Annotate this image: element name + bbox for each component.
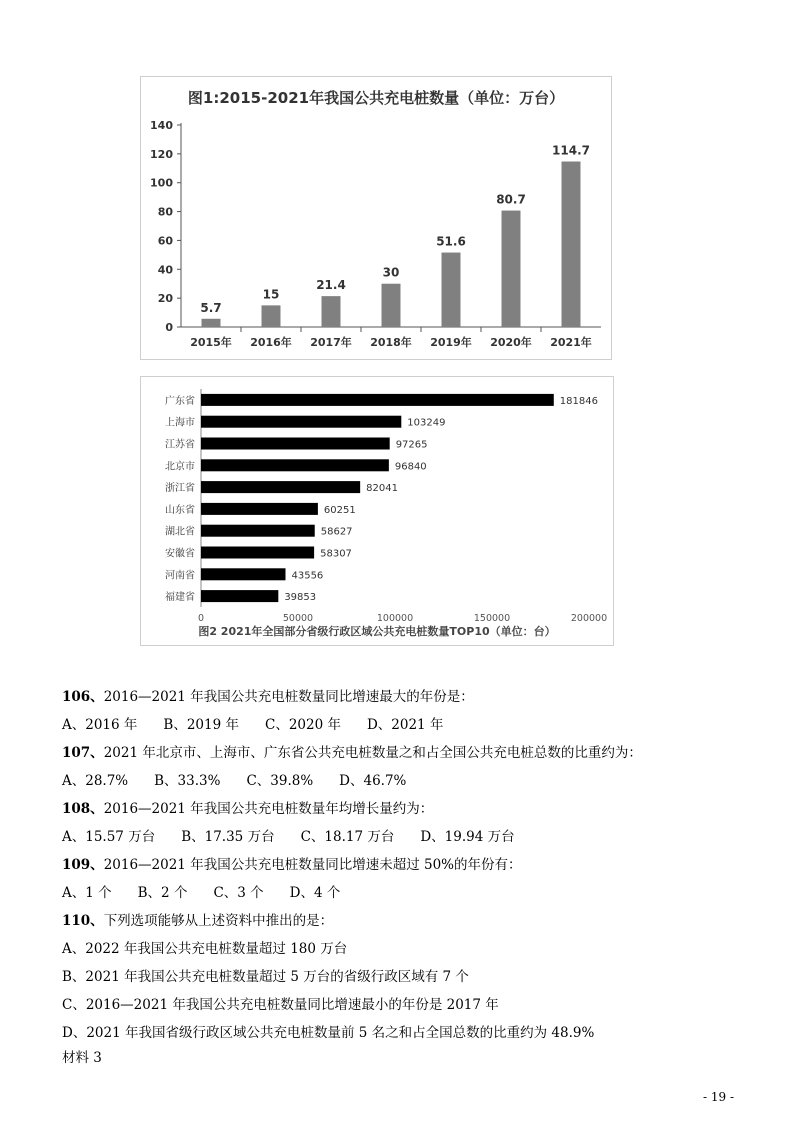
- chart-2-plot: [141, 377, 613, 645]
- x-tick-label: 2015年: [190, 336, 232, 349]
- bar: [201, 416, 401, 428]
- option: A、2016 年: [62, 717, 138, 733]
- option: B、2 个: [137, 885, 188, 901]
- bar: [201, 438, 390, 450]
- data-label: 15: [262, 287, 280, 302]
- option: A、28.7%: [62, 773, 129, 789]
- option: C、3 个: [213, 885, 264, 901]
- question-list: [62, 683, 762, 1047]
- question-110: [62, 907, 762, 935]
- y-tick-label: 60: [157, 234, 173, 248]
- y-tick-label: 80: [157, 205, 173, 219]
- option: B、2021 年我国公共充电桩数量超过 5 万台的省级行政区域有 7 个: [62, 969, 469, 985]
- data-label: 114.7: [552, 143, 590, 158]
- option: B、2019 年: [163, 717, 239, 733]
- x-tick-label: 2016年: [250, 336, 292, 349]
- option: C、39.8%: [246, 773, 314, 789]
- question-stem: 2016—2021 年我国公共充电桩数量同比增速未超过 50%的年份有：: [103, 857, 522, 873]
- question-number: 110、: [62, 913, 104, 929]
- y-tick-label: 120: [150, 147, 173, 161]
- question-stem: 下列选项能够从上述资料中推出的是：: [103, 913, 334, 929]
- option: D、19.94 万台: [420, 829, 515, 845]
- data-label: 82041: [366, 483, 398, 495]
- y-tick-label: 0: [165, 321, 173, 334]
- bar: [201, 503, 318, 515]
- option: C、18.17 万台: [300, 829, 395, 845]
- y-tick-label: 福建省: [165, 592, 195, 604]
- question-108: [62, 795, 762, 823]
- x-tick-label: 150000: [473, 613, 511, 624]
- bar: [201, 547, 314, 559]
- x-tick-label: 2020年: [490, 336, 532, 349]
- bar: [442, 253, 461, 327]
- question-number: 107、: [62, 745, 104, 761]
- y-tick-label: 江苏省: [165, 439, 195, 451]
- x-tick-label: 2017年: [310, 336, 352, 349]
- option: C、2016—2021 年我国公共充电桩数量同比增速最小的年份是 2017 年: [62, 997, 499, 1013]
- option: B、33.3%: [154, 773, 221, 789]
- bar: [502, 211, 521, 327]
- bar: [201, 394, 554, 406]
- y-tick-label: 山东省: [165, 504, 195, 516]
- options-106: [62, 711, 762, 739]
- question-stem: 2021 年北京市、上海市、广东省公共充电桩数量之和占全国公共充电桩总数的比重约为：: [103, 745, 642, 761]
- y-tick-label: 20: [157, 292, 173, 306]
- material-label: 材料 3: [62, 1050, 102, 1066]
- y-tick-label: 浙江省: [165, 483, 195, 495]
- bar: [201, 590, 278, 602]
- data-label: 60251: [323, 504, 356, 516]
- data-label: 181846: [559, 395, 598, 407]
- bar: [201, 568, 285, 580]
- question-number: 108、: [62, 801, 104, 817]
- chart-2-title: 图2 2021年全国部分省级行政区域公共充电桩数量TOP10（单位：台）: [198, 625, 556, 638]
- data-label: 30: [382, 265, 400, 280]
- data-label: 39853: [284, 592, 317, 604]
- option: D、2021 年: [366, 717, 444, 733]
- option: A、1 个: [62, 885, 112, 901]
- data-label: 103249: [407, 417, 446, 429]
- data-label: 58627: [320, 526, 353, 538]
- x-tick-label: 50000: [282, 613, 314, 624]
- data-label: 80.7: [496, 192, 526, 207]
- y-tick-label: 湖北省: [165, 526, 195, 538]
- data-label: 97265: [395, 439, 428, 451]
- y-tick-label: 北京市: [165, 461, 195, 473]
- data-label: 43556: [291, 570, 324, 582]
- question-stem: 2016—2021 年我国公共充电桩数量年均增长量约为：: [103, 801, 434, 817]
- question-number: 109、: [62, 857, 104, 873]
- bar: [382, 284, 401, 327]
- option: A、2022 年我国公共充电桩数量超过 180 万台: [62, 941, 348, 957]
- option: D、46.7%: [339, 773, 407, 789]
- chart-2: [140, 376, 614, 646]
- data-label: 21.4: [316, 278, 346, 293]
- options-108: [62, 823, 762, 851]
- option: B、17.35 万台: [181, 829, 275, 845]
- bar: [201, 459, 389, 471]
- data-label: 51.6: [436, 234, 466, 249]
- option: C、2020 年: [264, 717, 341, 733]
- bar: [262, 305, 281, 327]
- bar: [322, 296, 341, 327]
- question-107: [62, 739, 762, 767]
- y-tick-label: 100: [150, 176, 173, 190]
- option: A、15.57 万台: [62, 829, 156, 845]
- page-number: - 19 -: [702, 1090, 734, 1104]
- options-109: [62, 879, 762, 907]
- x-tick-label: 2018年: [370, 336, 412, 349]
- bar: [201, 481, 360, 493]
- question-109: [62, 851, 762, 879]
- data-label: 96840: [394, 461, 427, 473]
- x-tick-label: 100000: [376, 613, 414, 624]
- y-tick-label: 河南省: [165, 570, 195, 582]
- option: D、4 个: [289, 885, 341, 901]
- chart-1-plot: [141, 77, 611, 359]
- question-106: [62, 683, 762, 711]
- y-tick-label: 安徽省: [165, 548, 195, 560]
- y-tick-label: 广东省: [165, 395, 195, 407]
- y-tick-label: 140: [150, 119, 173, 132]
- data-label: 5.7: [200, 300, 222, 315]
- x-tick-label: 0: [197, 613, 205, 624]
- question-number: 106、: [62, 689, 104, 705]
- y-tick-label: 上海市: [165, 417, 195, 429]
- x-tick-label: 2019年: [430, 336, 472, 349]
- bar: [202, 319, 221, 327]
- bar: [562, 162, 581, 327]
- x-tick-label: 2021年: [550, 336, 592, 349]
- x-tick-label: 200000: [570, 613, 608, 624]
- option: D、2021 年我国省级行政区域公共充电桩数量前 5 名之和占全国总数的比重约为 48.9%: [62, 1025, 595, 1041]
- data-label: 58307: [320, 548, 352, 560]
- chart-1: [140, 76, 612, 360]
- options-107: [62, 767, 762, 795]
- chart-1-title: 图1:2015-2021年我国公共充电桩数量（单位：万台）: [187, 89, 565, 107]
- bar: [201, 525, 315, 537]
- question-stem: 2016—2021 年我国公共充电桩数量同比增速最大的年份是：: [103, 689, 474, 705]
- y-tick-label: 40: [157, 263, 173, 277]
